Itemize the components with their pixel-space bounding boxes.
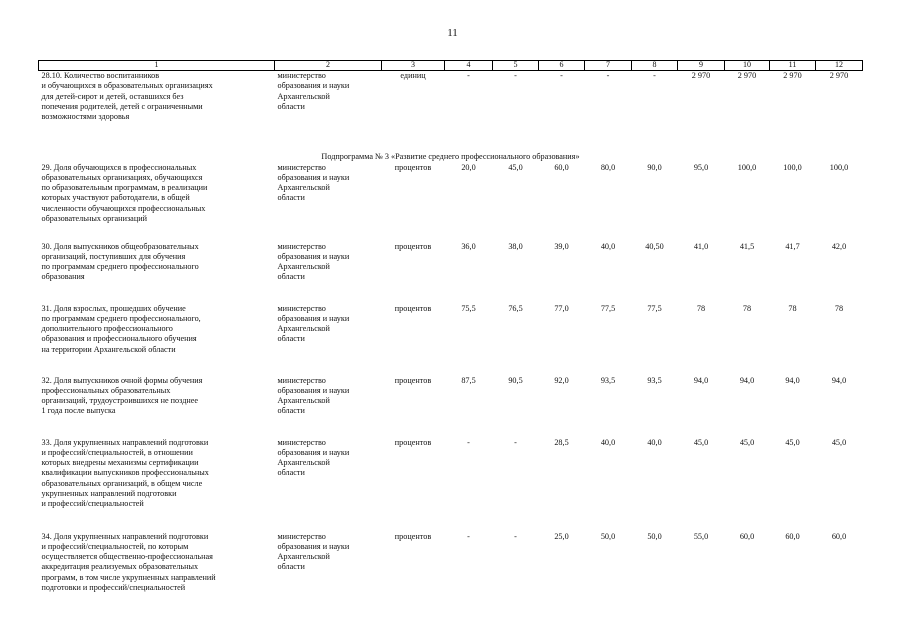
year-value: 100,0 bbox=[783, 162, 802, 172]
indicator-name bbox=[39, 532, 275, 612]
year-value: 77,5 bbox=[647, 303, 662, 313]
column-number-header: 12 bbox=[816, 61, 863, 71]
year-value: 41,0 bbox=[693, 241, 709, 251]
indicators-table bbox=[38, 60, 863, 612]
org-line: Архангельской bbox=[277, 262, 330, 272]
indicator-line: организаций, трудоустроившихся не позднее bbox=[41, 396, 199, 406]
year-value: 36,0 bbox=[461, 241, 476, 251]
unit-of-measure: процентов bbox=[394, 241, 432, 251]
year-value: 93,5 bbox=[647, 375, 662, 385]
indicator-line: попечения родителей, детей с ограниченными bbox=[41, 101, 203, 111]
year-value: 45,0 bbox=[739, 437, 755, 447]
indicator-line: 34. Доля укрупненных направлений подготовки bbox=[41, 531, 209, 541]
table-row bbox=[39, 71, 863, 139]
indicator-line: и профессий/специальностей, в отношении bbox=[41, 447, 193, 457]
year-value: 40,0 bbox=[600, 241, 616, 251]
year-value: - bbox=[514, 71, 517, 80]
indicator-line: осуществляется общественно-профессиональная bbox=[41, 552, 213, 562]
indicator-line: аккредитация реализуемых образовательных bbox=[41, 562, 199, 572]
unit-of-measure: процентов bbox=[394, 437, 432, 447]
column-number-header: 8 bbox=[632, 61, 678, 71]
subprogram-title: Подпрограмма № 3 «Развитие среднего профессионального образования» bbox=[321, 151, 580, 161]
indicator-line: образования bbox=[41, 272, 85, 282]
indicator-line: организаций, поступивших для обучения bbox=[41, 251, 186, 261]
indicator-line: и профессий/специальностей, по которым bbox=[41, 541, 189, 551]
table-row bbox=[39, 304, 863, 376]
year-value: 78 bbox=[742, 303, 752, 313]
year-value: - bbox=[514, 531, 517, 541]
year-value: 25,0 bbox=[554, 531, 569, 541]
year-value: 2 970 bbox=[829, 71, 849, 80]
year-value: - bbox=[606, 71, 610, 80]
org-line: министерство bbox=[277, 375, 326, 385]
unit-of-measure: единиц bbox=[400, 71, 426, 80]
org-line: образования и науки bbox=[277, 385, 350, 395]
year-value: 60,0 bbox=[739, 531, 755, 541]
org-line: образования и науки bbox=[277, 172, 350, 182]
column-number-header: 5 bbox=[493, 61, 539, 71]
year-value: 92,0 bbox=[554, 375, 569, 385]
year-value: 41,5 bbox=[739, 241, 755, 251]
org-line: министерство bbox=[277, 71, 326, 80]
org-line: Архангельской bbox=[277, 91, 330, 101]
org-line: Архангельской bbox=[277, 458, 330, 468]
responsible-org bbox=[275, 242, 382, 304]
indicator-line: подготовки и профессий/специальностей bbox=[41, 582, 186, 592]
year-value: 2 970 bbox=[737, 71, 757, 80]
column-number-header: 7 bbox=[585, 61, 632, 71]
year-value: 45,0 bbox=[508, 162, 523, 172]
indicator-line: по программам среднего профессионального bbox=[41, 262, 199, 272]
table-row bbox=[39, 438, 863, 532]
indicator-line: квалификации выпускников профессиональных bbox=[41, 468, 209, 478]
org-line: области bbox=[277, 562, 305, 572]
org-line: Архангельской bbox=[277, 552, 330, 562]
year-value: 94,0 bbox=[693, 375, 709, 385]
org-line: области bbox=[277, 272, 305, 282]
indicator-line: 30. Доля выпускников общеобразовательных bbox=[41, 241, 199, 251]
table-row bbox=[39, 163, 863, 242]
column-number-header: 6 bbox=[539, 61, 585, 71]
indicator-name bbox=[39, 376, 275, 438]
responsible-org bbox=[275, 376, 382, 438]
indicator-line: для детей-сирот и детей, оставшихся без bbox=[41, 91, 184, 101]
indicator-line: и обучающихся в образовательных организациях bbox=[41, 81, 213, 91]
indicator-line: численности обучающихся профессиональных bbox=[41, 203, 206, 213]
year-value: 93,5 bbox=[600, 375, 616, 385]
responsible-org bbox=[275, 532, 382, 612]
org-line: министерство bbox=[277, 303, 326, 313]
year-value: 87,5 bbox=[461, 375, 476, 385]
year-value: 45,0 bbox=[785, 437, 800, 447]
table-row bbox=[39, 376, 863, 438]
year-value: 20,0 bbox=[461, 162, 476, 172]
indicator-line: профессиональных образовательных bbox=[41, 385, 171, 395]
year-value: 40,0 bbox=[600, 437, 616, 447]
year-value: - bbox=[653, 71, 656, 80]
column-number-header: 2 bbox=[275, 61, 382, 71]
year-value: 55,0 bbox=[693, 531, 709, 541]
indicator-line: 29. Доля обучающихся в профессиональных bbox=[41, 162, 197, 172]
responsible-org bbox=[275, 163, 382, 242]
unit-of-measure: процентов bbox=[394, 531, 432, 541]
org-line: Архангельской bbox=[277, 183, 330, 193]
year-value: 40,50 bbox=[645, 241, 664, 251]
org-line: образования и науки bbox=[277, 313, 350, 323]
year-value: - bbox=[560, 71, 563, 80]
indicator-line: возможностями здоровья bbox=[41, 112, 130, 122]
year-value: 94,0 bbox=[831, 375, 847, 385]
indicator-line: образовательных организаций, в общем числе bbox=[41, 478, 203, 488]
year-value: 28,5 bbox=[554, 437, 569, 447]
responsible-org bbox=[275, 71, 382, 139]
indicator-name bbox=[39, 163, 275, 242]
indicator-line: образовательных организациях, обучающихся bbox=[41, 172, 203, 182]
year-value: 94,0 bbox=[739, 375, 755, 385]
table-row bbox=[39, 532, 863, 612]
org-line: образования и науки bbox=[277, 81, 350, 91]
unit-of-measure: процентов bbox=[394, 162, 432, 172]
indicator-line: по программам среднего профессионального, bbox=[41, 313, 201, 323]
year-value: 78 bbox=[788, 303, 797, 313]
year-value: - bbox=[467, 437, 470, 447]
year-value: 90,5 bbox=[508, 375, 523, 385]
indicator-line: по образовательным программам, в реализации bbox=[41, 183, 208, 193]
indicator-line: программ, в том числе укрупненных направлений bbox=[41, 572, 216, 582]
org-line: министерство bbox=[277, 531, 326, 541]
table-row bbox=[39, 242, 863, 304]
year-value: 45,0 bbox=[831, 437, 847, 447]
org-line: образования и науки bbox=[277, 447, 350, 457]
year-value: 60,0 bbox=[831, 531, 847, 541]
responsible-org bbox=[275, 304, 382, 376]
org-line: области bbox=[277, 101, 305, 111]
year-value: - bbox=[467, 71, 470, 80]
indicator-line: на территории Архангельской области bbox=[41, 344, 176, 354]
indicator-line: 28.10. Количество воспитанников bbox=[41, 71, 160, 80]
year-value: 78 bbox=[696, 303, 706, 313]
indicator-line: дополнительного профессионального bbox=[41, 324, 173, 334]
year-value: 60,0 bbox=[554, 162, 569, 172]
responsible-org bbox=[275, 438, 382, 532]
org-line: образования и науки bbox=[277, 251, 350, 261]
indicator-line: укрупненных направлений подготовки bbox=[41, 488, 177, 498]
indicator-name bbox=[39, 242, 275, 304]
year-value: 80,0 bbox=[600, 162, 616, 172]
org-line: области bbox=[277, 334, 305, 344]
org-line: министерство bbox=[277, 241, 326, 251]
year-value: - bbox=[514, 437, 517, 447]
year-value: 94,0 bbox=[785, 375, 800, 385]
column-number-header: 1 bbox=[39, 61, 275, 71]
unit-of-measure: процентов bbox=[394, 303, 432, 313]
org-line: области bbox=[277, 193, 305, 203]
table-body bbox=[39, 61, 863, 612]
year-value: 75,5 bbox=[461, 303, 476, 313]
indicator-line: образования и профессионального обучения bbox=[41, 334, 197, 344]
column-number-header: 10 bbox=[725, 61, 770, 71]
indicator-line: 31. Доля взрослых, прошедших обучение bbox=[41, 303, 186, 313]
year-value: 42,0 bbox=[831, 241, 847, 251]
year-value: 78 bbox=[834, 303, 844, 313]
year-value: - bbox=[467, 531, 470, 541]
year-value: 38,0 bbox=[508, 241, 523, 251]
year-value: 90,0 bbox=[647, 162, 662, 172]
year-value: 2 970 bbox=[783, 71, 802, 80]
year-value: 77,5 bbox=[600, 303, 616, 313]
year-value: 2 970 bbox=[691, 71, 711, 80]
year-value: 100,0 bbox=[737, 162, 757, 172]
year-value: 100,0 bbox=[829, 162, 849, 172]
column-number-header: 9 bbox=[678, 61, 725, 71]
year-value: 39,0 bbox=[554, 241, 569, 251]
year-value: 95,0 bbox=[693, 162, 709, 172]
year-value: 45,0 bbox=[693, 437, 709, 447]
year-value: 50,0 bbox=[647, 531, 662, 541]
indicator-name bbox=[39, 304, 275, 376]
indicator-line: 32. Доля выпускников очной формы обучения bbox=[41, 375, 203, 385]
column-number-row bbox=[39, 61, 863, 71]
year-value: 77,0 bbox=[554, 303, 569, 313]
unit-of-measure: процентов bbox=[394, 375, 432, 385]
org-line: министерство bbox=[277, 162, 326, 172]
org-line: Архангельской bbox=[277, 396, 330, 406]
column-number-header: 4 bbox=[445, 61, 493, 71]
indicator-line: и профессий/специальностей bbox=[41, 499, 144, 509]
org-line: области bbox=[277, 468, 305, 478]
year-value: 50,0 bbox=[600, 531, 616, 541]
year-value: 76,5 bbox=[508, 303, 523, 313]
org-line: образования и науки bbox=[277, 541, 350, 551]
page-number: 11 bbox=[447, 27, 458, 39]
indicator-line: образовательных организаций bbox=[41, 213, 147, 223]
org-line: Архангельской bbox=[277, 324, 330, 334]
year-value: 41,7 bbox=[785, 241, 800, 251]
year-value: 40,0 bbox=[647, 437, 662, 447]
org-line: области bbox=[277, 406, 305, 416]
indicator-name bbox=[39, 438, 275, 532]
column-number-header: 11 bbox=[770, 61, 816, 71]
indicator-line: 1 года после выпуска bbox=[41, 406, 116, 416]
indicator-line: 33. Доля укрупненных направлений подготовки bbox=[41, 437, 209, 447]
indicator-name bbox=[39, 71, 275, 139]
indicator-line: которых внедрены механизмы сертификации bbox=[41, 458, 199, 468]
org-line: министерство bbox=[277, 437, 326, 447]
column-number-header: 3 bbox=[382, 61, 445, 71]
subprogram-row bbox=[39, 139, 863, 163]
indicator-line: которых участвуют работодатели, в общей bbox=[41, 193, 190, 203]
year-value: 60,0 bbox=[785, 531, 800, 541]
